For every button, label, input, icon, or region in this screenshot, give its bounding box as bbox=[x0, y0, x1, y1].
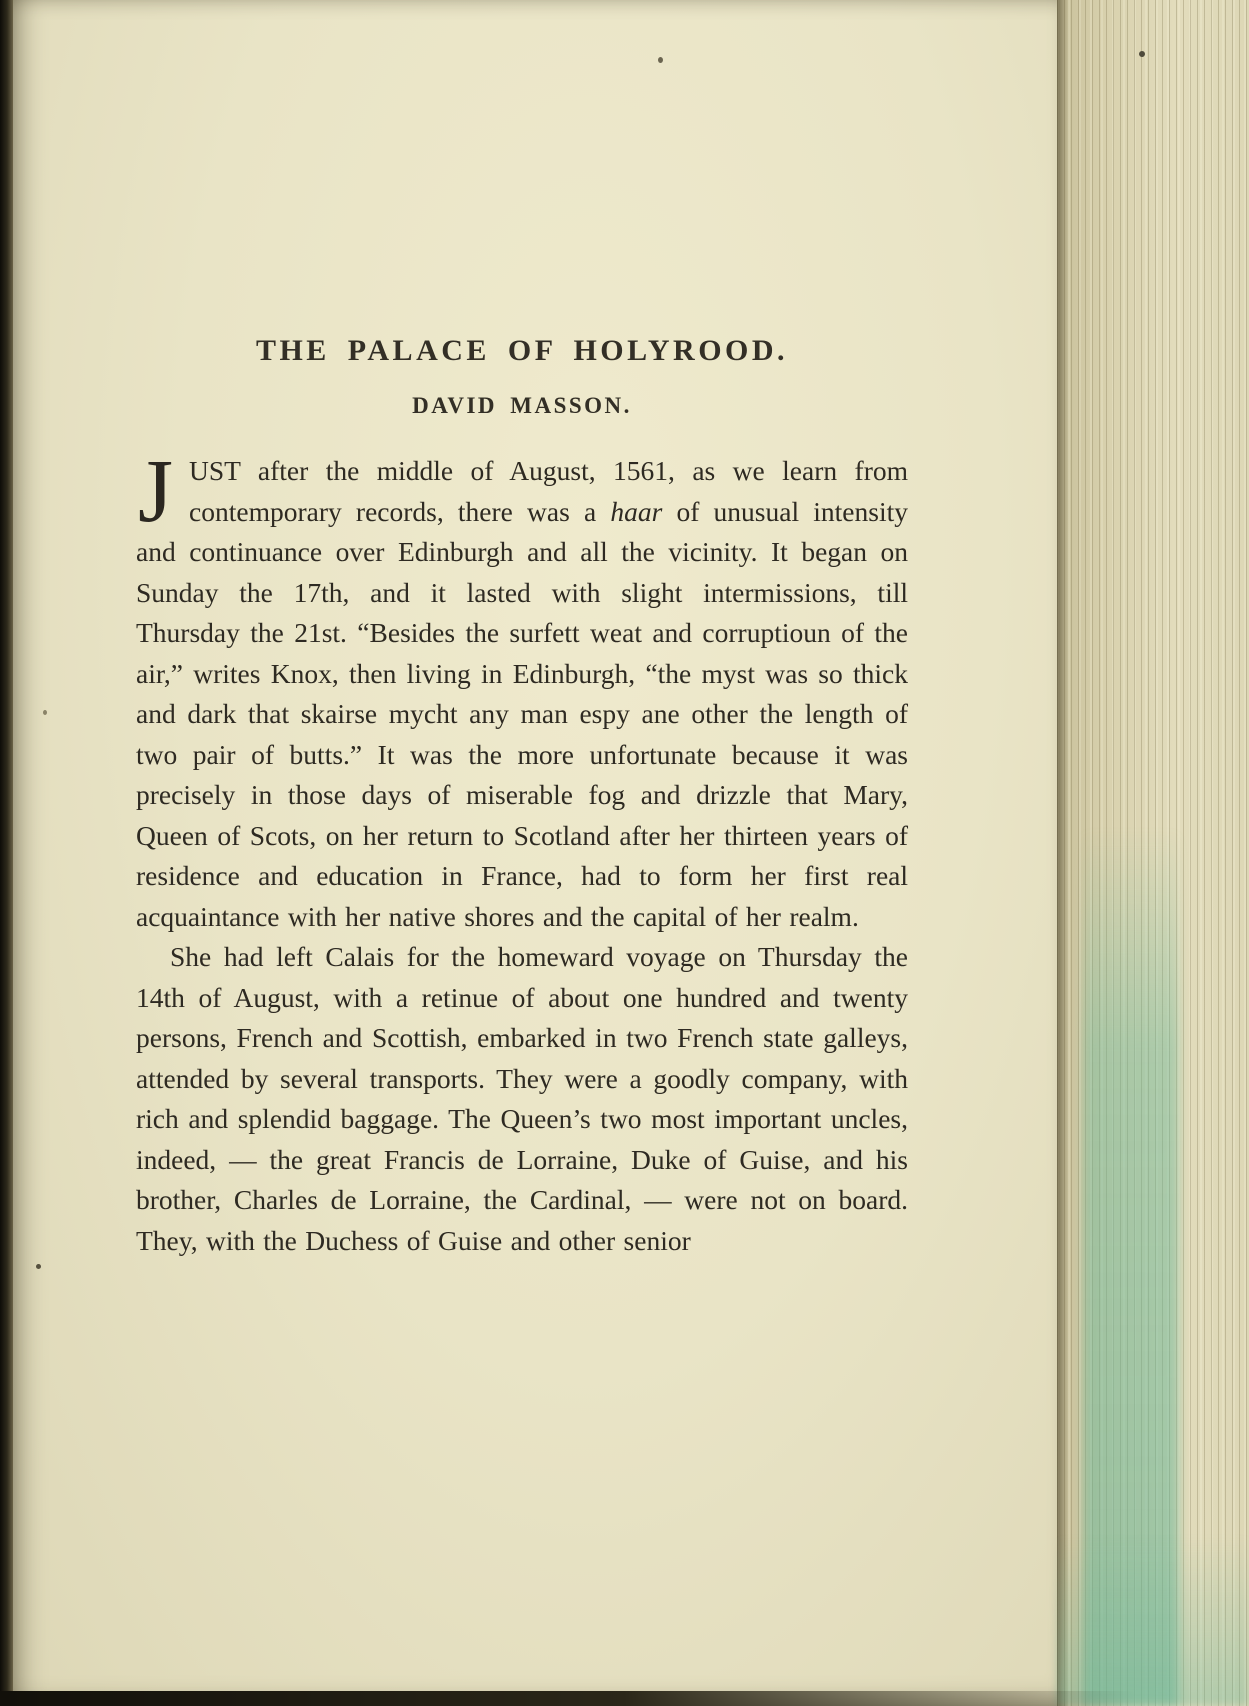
paragraph-2: She had left Calais for the homeward voyage on Thursday the 14th of August, with a retinue of about one hundred and twenty persons, French and Scottish, embarked in two French state galleys, attended by several transports. They were a goodly company, with rich and splendid baggage. The Queen’s two most important uncles, indeed, — the great Francis de Lorraine, Duke of Guise, and his brother, Charles de Lorraine, the Cardinal, — were not on board. They, with the Duchess of Guise and other senior bbox=[136, 941, 908, 1256]
paper-speck bbox=[1139, 51, 1145, 57]
page-content bbox=[136, 0, 908, 1261]
edge-teal-corner-tint bbox=[1057, 1536, 1249, 1706]
paragraph-1-text-a: UST after the middle of August, 1561, as we learn from contemporary records, there was a bbox=[189, 455, 908, 527]
italic-term-haar: haar bbox=[610, 495, 663, 527]
left-binding-shadow bbox=[0, 0, 13, 1706]
book-fore-edges bbox=[1057, 0, 1249, 1706]
drop-cap: J bbox=[138, 442, 174, 541]
paragraph-1 bbox=[136, 442, 908, 937]
paper-speck bbox=[43, 710, 47, 715]
paper-speck bbox=[36, 1264, 41, 1269]
bottom-scan-shadow bbox=[0, 1691, 1135, 1706]
paper-speck bbox=[658, 57, 663, 63]
page-edge-crease bbox=[1057, 0, 1069, 1706]
page-title: THE PALACE OF HOLYROOD. bbox=[255, 334, 789, 367]
author-name: DAVID MASSON. bbox=[412, 393, 632, 418]
paragraph-1-text-b: of unusual intensity and continuance over Edinburgh and all the vicinity. It began on Sunday the 17th, and it lasted with slight intermissions, till Thursday the 21st. “Besides the surfett weat and corruptioun of the air,” writes Knox, then living in Edinburgh, “the myst was so thick and dark that skairse mycht any man espy ane other the length of two pair of butts.” It was the more unfortunate because it was precisely in those days of miserable fog and drizzle that Mary, Queen of Scots, on her return to Scotland after her thirteen years of residence and education in France, had to form her first real acquaintance with her native shores and the capital of her realm. bbox=[136, 495, 908, 932]
